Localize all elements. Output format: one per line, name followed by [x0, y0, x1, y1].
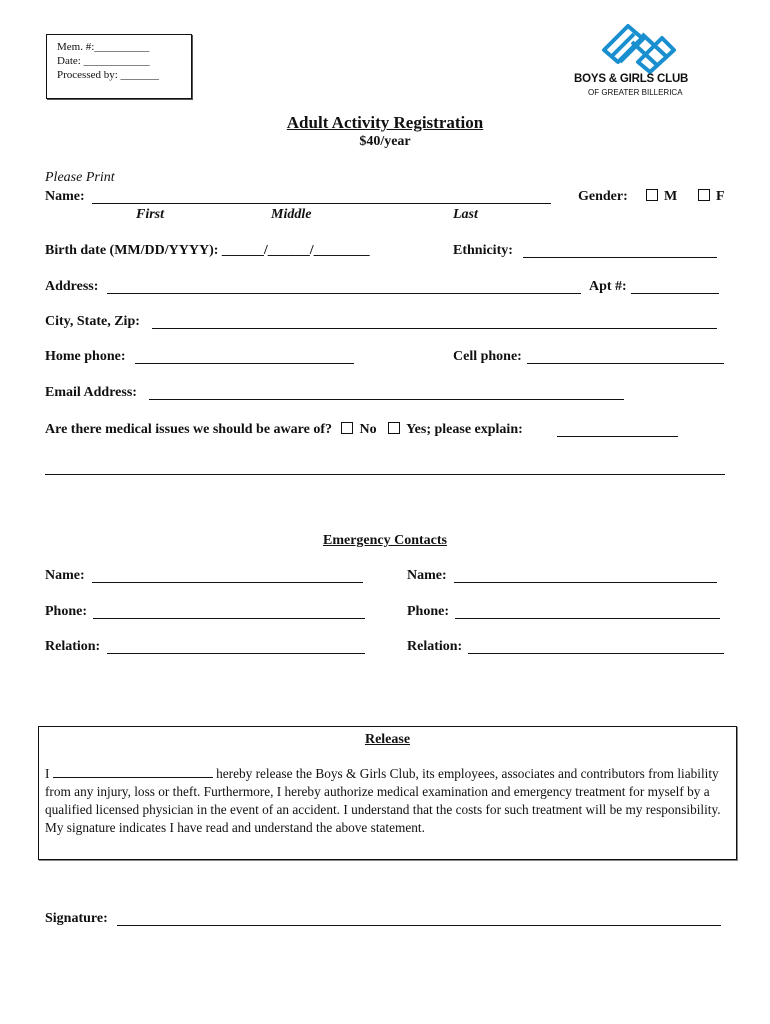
medical-issues-question — [45, 422, 523, 438]
medical-no-checkbox[interactable] — [341, 422, 353, 434]
home-phone-input-line[interactable] — [135, 363, 354, 364]
membership-number-field: Mem. #:__________ — [57, 41, 150, 53]
emergency-contacts-heading: Emergency Contacts — [322, 533, 448, 548]
gender-label: Gender: — [578, 189, 628, 204]
address-label: Address: — [45, 279, 99, 294]
medical-explain-input-line[interactable] — [557, 436, 678, 437]
emergency1-relation-input-line[interactable] — [107, 653, 365, 654]
form-price: $40/year — [359, 134, 411, 149]
signature-label: Signature: — [45, 911, 108, 926]
gender-m-label: M — [664, 189, 678, 204]
email-label: Email Address: — [45, 385, 137, 400]
emergency2-name-input-line[interactable] — [454, 582, 717, 583]
emergency2-name-label: Name: — [407, 568, 447, 583]
name-middle-caption: Middle — [271, 207, 312, 222]
release-prefix: I — [45, 766, 50, 781]
name-first-caption: First — [136, 207, 165, 222]
gender-f-checkbox[interactable] — [698, 189, 710, 201]
medical-no-label: No — [359, 422, 377, 437]
emergency1-phone-input-line[interactable] — [93, 618, 365, 619]
name-input-line[interactable] — [92, 203, 551, 204]
ethnicity-input-line[interactable] — [523, 257, 717, 258]
medical-yes-label: Yes; please explain: — [406, 422, 523, 437]
city-state-zip-label: City, State, Zip: — [45, 314, 140, 329]
name-label: Name: — [45, 189, 85, 204]
gender-m-checkbox[interactable] — [646, 189, 658, 201]
emergency2-relation-input-line[interactable] — [468, 653, 724, 654]
release-box — [38, 726, 737, 860]
signature-input-line[interactable] — [117, 925, 721, 926]
gender-m-option[interactable] — [646, 189, 677, 205]
club-logo-icon — [598, 20, 678, 74]
cell-phone-input-line[interactable] — [527, 363, 724, 364]
name-last-caption: Last — [453, 207, 478, 222]
emergency1-relation-label: Relation: — [45, 639, 101, 654]
city-state-zip-input-line[interactable] — [152, 328, 717, 329]
processed-by-field: Processed by: _______ — [57, 69, 160, 81]
release-statement — [45, 765, 725, 837]
club-logo — [574, 20, 704, 100]
medical-yes-checkbox[interactable] — [388, 422, 400, 434]
birth-date-field[interactable]: Birth date (MM/DD/YYYY): ______/______/________ — [45, 243, 370, 258]
release-body: hereby release the Boys & Girls Club, its employees, associates and contributors from liability from any injury, loss or theft. Furthermore, I hereby authorize medical examination and emergency treatment for myself by a qualified licensed physician in the event of an accident. I understand that the costs for such treatment will be my responsibility. My signature indicates I have read and understand the above statement. — [45, 766, 721, 835]
apt-input-line[interactable] — [631, 293, 719, 294]
logo-subtitle: OF GREATER BILLERICA — [588, 88, 683, 97]
apt-label: Apt #: — [589, 279, 627, 294]
ethnicity-label: Ethnicity: — [453, 243, 513, 258]
emergency1-phone-label: Phone: — [45, 604, 87, 619]
emergency1-name-input-line[interactable] — [92, 582, 363, 583]
email-input-line[interactable] — [149, 399, 624, 400]
medical-explain-continuation-line[interactable] — [45, 474, 725, 475]
emergency2-phone-input-line[interactable] — [455, 618, 720, 619]
medical-issues-label: Are there medical issues we should be aware of? — [45, 422, 332, 437]
gender-f-label: F — [716, 189, 725, 204]
office-use-box — [46, 34, 192, 99]
home-phone-label: Home phone: — [45, 349, 126, 364]
logo-name: BOYS & GIRLS CLUB — [574, 73, 689, 85]
emergency2-relation-label: Relation: — [407, 639, 463, 654]
date-field: Date: ____________ — [57, 55, 150, 67]
emergency2-phone-label: Phone: — [407, 604, 449, 619]
release-name-blank[interactable] — [53, 766, 213, 778]
cell-phone-label: Cell phone: — [453, 349, 522, 364]
release-heading: Release — [364, 732, 411, 747]
form-title: Adult Activity Registration — [286, 113, 484, 132]
emergency1-name-label: Name: — [45, 568, 85, 583]
gender-f-option[interactable] — [698, 189, 725, 205]
address-input-line[interactable] — [107, 293, 581, 294]
please-print-note: Please Print — [45, 170, 115, 185]
